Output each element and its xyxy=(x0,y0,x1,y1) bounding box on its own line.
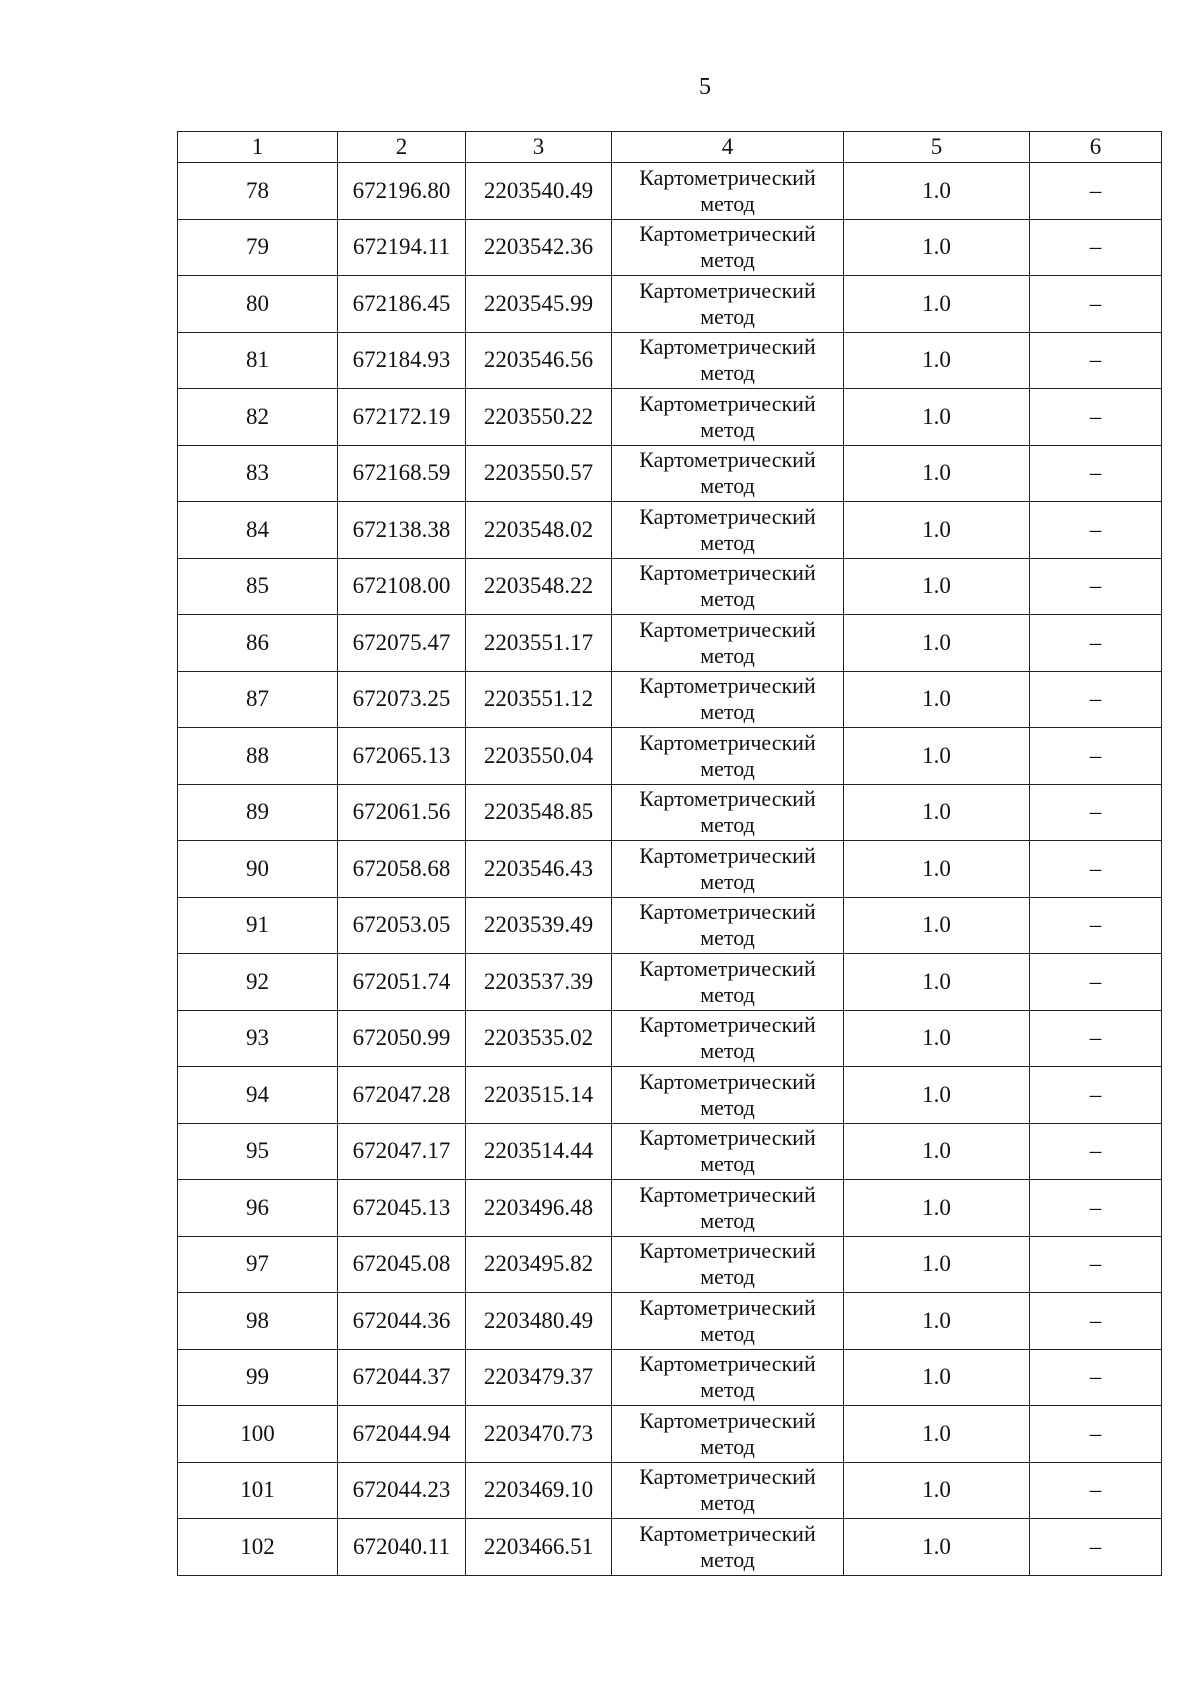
precision-cell: 1.0 xyxy=(844,954,1030,1011)
precision-cell: 1.0 xyxy=(844,219,1030,276)
note-cell: – xyxy=(1030,1462,1162,1519)
note-cell: – xyxy=(1030,1123,1162,1180)
table-row xyxy=(178,728,1162,785)
y-coordinate-cell: 2203495.82 xyxy=(466,1236,612,1293)
precision-cell: 1.0 xyxy=(844,1236,1030,1293)
x-coordinate-cell: 672044.94 xyxy=(338,1406,466,1463)
table-row xyxy=(178,1180,1162,1237)
table-row xyxy=(178,1519,1162,1576)
y-coordinate-cell: 2203550.04 xyxy=(466,728,612,785)
note-cell: – xyxy=(1030,1519,1162,1576)
method-cell: Картометрический метод xyxy=(612,1406,844,1463)
table-row xyxy=(178,841,1162,898)
x-coordinate-cell: 672053.05 xyxy=(338,897,466,954)
point-number-cell: 98 xyxy=(178,1293,338,1350)
note-cell: – xyxy=(1030,276,1162,333)
table-row xyxy=(178,1067,1162,1124)
precision-cell: 1.0 xyxy=(844,728,1030,785)
precision-cell: 1.0 xyxy=(844,332,1030,389)
table-row xyxy=(178,219,1162,276)
y-coordinate-cell: 2203539.49 xyxy=(466,897,612,954)
precision-cell: 1.0 xyxy=(844,1349,1030,1406)
point-number-cell: 82 xyxy=(178,389,338,446)
method-cell: Картометрический метод xyxy=(612,1236,844,1293)
y-coordinate-cell: 2203540.49 xyxy=(466,163,612,220)
method-cell: Картометрический метод xyxy=(612,1180,844,1237)
table-row xyxy=(178,1349,1162,1406)
table-row xyxy=(178,445,1162,502)
point-number-cell: 99 xyxy=(178,1349,338,1406)
y-coordinate-cell: 2203537.39 xyxy=(466,954,612,1011)
point-number-cell: 78 xyxy=(178,163,338,220)
x-coordinate-cell: 672108.00 xyxy=(338,558,466,615)
point-number-cell: 95 xyxy=(178,1123,338,1180)
point-number-cell: 85 xyxy=(178,558,338,615)
point-number-cell: 92 xyxy=(178,954,338,1011)
x-coordinate-cell: 672051.74 xyxy=(338,954,466,1011)
point-number-cell: 80 xyxy=(178,276,338,333)
y-coordinate-cell: 2203548.85 xyxy=(466,784,612,841)
table-body xyxy=(178,163,1162,1576)
point-number-cell: 93 xyxy=(178,1010,338,1067)
point-number-cell: 97 xyxy=(178,1236,338,1293)
y-coordinate-cell: 2203550.57 xyxy=(466,445,612,502)
table-row xyxy=(178,671,1162,728)
precision-cell: 1.0 xyxy=(844,1519,1030,1576)
y-coordinate-cell: 2203515.14 xyxy=(466,1067,612,1124)
point-number-cell: 83 xyxy=(178,445,338,502)
y-coordinate-cell: 2203546.56 xyxy=(466,332,612,389)
precision-cell: 1.0 xyxy=(844,502,1030,559)
x-coordinate-cell: 672138.38 xyxy=(338,502,466,559)
column-header: 1 xyxy=(178,132,338,163)
method-cell: Картометрический метод xyxy=(612,954,844,1011)
method-cell: Картометрический метод xyxy=(612,332,844,389)
table-row xyxy=(178,389,1162,446)
method-cell: Картометрический метод xyxy=(612,445,844,502)
x-coordinate-cell: 672044.36 xyxy=(338,1293,466,1350)
note-cell: – xyxy=(1030,671,1162,728)
note-cell: – xyxy=(1030,445,1162,502)
x-coordinate-cell: 672044.23 xyxy=(338,1462,466,1519)
note-cell: – xyxy=(1030,1406,1162,1463)
table-row xyxy=(178,558,1162,615)
x-coordinate-cell: 672184.93 xyxy=(338,332,466,389)
precision-cell: 1.0 xyxy=(844,615,1030,672)
note-cell: – xyxy=(1030,389,1162,446)
x-coordinate-cell: 672186.45 xyxy=(338,276,466,333)
y-coordinate-cell: 2203479.37 xyxy=(466,1349,612,1406)
precision-cell: 1.0 xyxy=(844,1293,1030,1350)
table-row xyxy=(178,1010,1162,1067)
method-cell: Картометрический метод xyxy=(612,728,844,785)
note-cell: – xyxy=(1030,1180,1162,1237)
table-row xyxy=(178,1406,1162,1463)
precision-cell: 1.0 xyxy=(844,1406,1030,1463)
method-cell: Картометрический метод xyxy=(612,502,844,559)
x-coordinate-cell: 672058.68 xyxy=(338,841,466,898)
y-coordinate-cell: 2203466.51 xyxy=(466,1519,612,1576)
column-header: 5 xyxy=(844,132,1030,163)
column-header: 3 xyxy=(466,132,612,163)
note-cell: – xyxy=(1030,502,1162,559)
y-coordinate-cell: 2203551.17 xyxy=(466,615,612,672)
x-coordinate-cell: 672040.11 xyxy=(338,1519,466,1576)
method-cell: Картометрический метод xyxy=(612,1462,844,1519)
note-cell: – xyxy=(1030,558,1162,615)
table-row xyxy=(178,276,1162,333)
coordinates-table xyxy=(177,131,1162,1576)
x-coordinate-cell: 672172.19 xyxy=(338,389,466,446)
method-cell: Картометрический метод xyxy=(612,1349,844,1406)
x-coordinate-cell: 672194.11 xyxy=(338,219,466,276)
header-row xyxy=(178,132,1162,163)
y-coordinate-cell: 2203545.99 xyxy=(466,276,612,333)
method-cell: Картометрический метод xyxy=(612,1067,844,1124)
table-row xyxy=(178,1123,1162,1180)
x-coordinate-cell: 672061.56 xyxy=(338,784,466,841)
note-cell: – xyxy=(1030,615,1162,672)
note-cell: – xyxy=(1030,954,1162,1011)
y-coordinate-cell: 2203542.36 xyxy=(466,219,612,276)
x-coordinate-cell: 672047.28 xyxy=(338,1067,466,1124)
note-cell: – xyxy=(1030,1236,1162,1293)
note-cell: – xyxy=(1030,728,1162,785)
precision-cell: 1.0 xyxy=(844,784,1030,841)
precision-cell: 1.0 xyxy=(844,841,1030,898)
point-number-cell: 91 xyxy=(178,897,338,954)
method-cell: Картометрический метод xyxy=(612,1519,844,1576)
table-row xyxy=(178,332,1162,389)
table-row xyxy=(178,897,1162,954)
x-coordinate-cell: 672065.13 xyxy=(338,728,466,785)
x-coordinate-cell: 672073.25 xyxy=(338,671,466,728)
point-number-cell: 84 xyxy=(178,502,338,559)
precision-cell: 1.0 xyxy=(844,1462,1030,1519)
precision-cell: 1.0 xyxy=(844,1067,1030,1124)
point-number-cell: 102 xyxy=(178,1519,338,1576)
precision-cell: 1.0 xyxy=(844,671,1030,728)
column-header: 2 xyxy=(338,132,466,163)
precision-cell: 1.0 xyxy=(844,389,1030,446)
y-coordinate-cell: 2203535.02 xyxy=(466,1010,612,1067)
method-cell: Картометрический метод xyxy=(612,671,844,728)
point-number-cell: 81 xyxy=(178,332,338,389)
precision-cell: 1.0 xyxy=(844,445,1030,502)
precision-cell: 1.0 xyxy=(844,558,1030,615)
method-cell: Картометрический метод xyxy=(612,784,844,841)
point-number-cell: 79 xyxy=(178,219,338,276)
x-coordinate-cell: 672196.80 xyxy=(338,163,466,220)
point-number-cell: 88 xyxy=(178,728,338,785)
table-row xyxy=(178,1293,1162,1350)
y-coordinate-cell: 2203548.02 xyxy=(466,502,612,559)
precision-cell: 1.0 xyxy=(844,897,1030,954)
note-cell: – xyxy=(1030,1293,1162,1350)
x-coordinate-cell: 672075.47 xyxy=(338,615,466,672)
point-number-cell: 87 xyxy=(178,671,338,728)
x-coordinate-cell: 672045.13 xyxy=(338,1180,466,1237)
table-row xyxy=(178,163,1162,220)
table-row xyxy=(178,784,1162,841)
y-coordinate-cell: 2203514.44 xyxy=(466,1123,612,1180)
point-number-cell: 90 xyxy=(178,841,338,898)
point-number-cell: 86 xyxy=(178,615,338,672)
table-row xyxy=(178,1462,1162,1519)
method-cell: Картометрический метод xyxy=(612,615,844,672)
method-cell: Картометрический метод xyxy=(612,219,844,276)
note-cell: – xyxy=(1030,1067,1162,1124)
table-header xyxy=(178,132,1162,163)
note-cell: – xyxy=(1030,1010,1162,1067)
y-coordinate-cell: 2203551.12 xyxy=(466,671,612,728)
note-cell: – xyxy=(1030,841,1162,898)
table-row xyxy=(178,502,1162,559)
y-coordinate-cell: 2203548.22 xyxy=(466,558,612,615)
note-cell: – xyxy=(1030,897,1162,954)
method-cell: Картометрический метод xyxy=(612,1123,844,1180)
point-number-cell: 94 xyxy=(178,1067,338,1124)
note-cell: – xyxy=(1030,1349,1162,1406)
method-cell: Картометрический метод xyxy=(612,841,844,898)
method-cell: Картометрический метод xyxy=(612,1293,844,1350)
point-number-cell: 101 xyxy=(178,1462,338,1519)
table-row xyxy=(178,615,1162,672)
point-number-cell: 96 xyxy=(178,1180,338,1237)
point-number-cell: 89 xyxy=(178,784,338,841)
method-cell: Картометрический метод xyxy=(612,163,844,220)
y-coordinate-cell: 2203469.10 xyxy=(466,1462,612,1519)
x-coordinate-cell: 672050.99 xyxy=(338,1010,466,1067)
y-coordinate-cell: 2203550.22 xyxy=(466,389,612,446)
page-number: 5 xyxy=(699,74,711,100)
method-cell: Картометрический метод xyxy=(612,389,844,446)
precision-cell: 1.0 xyxy=(844,1123,1030,1180)
note-cell: – xyxy=(1030,219,1162,276)
table-row xyxy=(178,954,1162,1011)
method-cell: Картометрический метод xyxy=(612,276,844,333)
note-cell: – xyxy=(1030,332,1162,389)
note-cell: – xyxy=(1030,784,1162,841)
y-coordinate-cell: 2203480.49 xyxy=(466,1293,612,1350)
precision-cell: 1.0 xyxy=(844,163,1030,220)
method-cell: Картометрический метод xyxy=(612,897,844,954)
point-number-cell: 100 xyxy=(178,1406,338,1463)
precision-cell: 1.0 xyxy=(844,276,1030,333)
column-header: 6 xyxy=(1030,132,1162,163)
method-cell: Картометрический метод xyxy=(612,558,844,615)
y-coordinate-cell: 2203546.43 xyxy=(466,841,612,898)
precision-cell: 1.0 xyxy=(844,1010,1030,1067)
y-coordinate-cell: 2203496.48 xyxy=(466,1180,612,1237)
x-coordinate-cell: 672044.37 xyxy=(338,1349,466,1406)
x-coordinate-cell: 672047.17 xyxy=(338,1123,466,1180)
precision-cell: 1.0 xyxy=(844,1180,1030,1237)
method-cell: Картометрический метод xyxy=(612,1010,844,1067)
note-cell: – xyxy=(1030,163,1162,220)
x-coordinate-cell: 672168.59 xyxy=(338,445,466,502)
table-row xyxy=(178,1236,1162,1293)
x-coordinate-cell: 672045.08 xyxy=(338,1236,466,1293)
y-coordinate-cell: 2203470.73 xyxy=(466,1406,612,1463)
column-header: 4 xyxy=(612,132,844,163)
